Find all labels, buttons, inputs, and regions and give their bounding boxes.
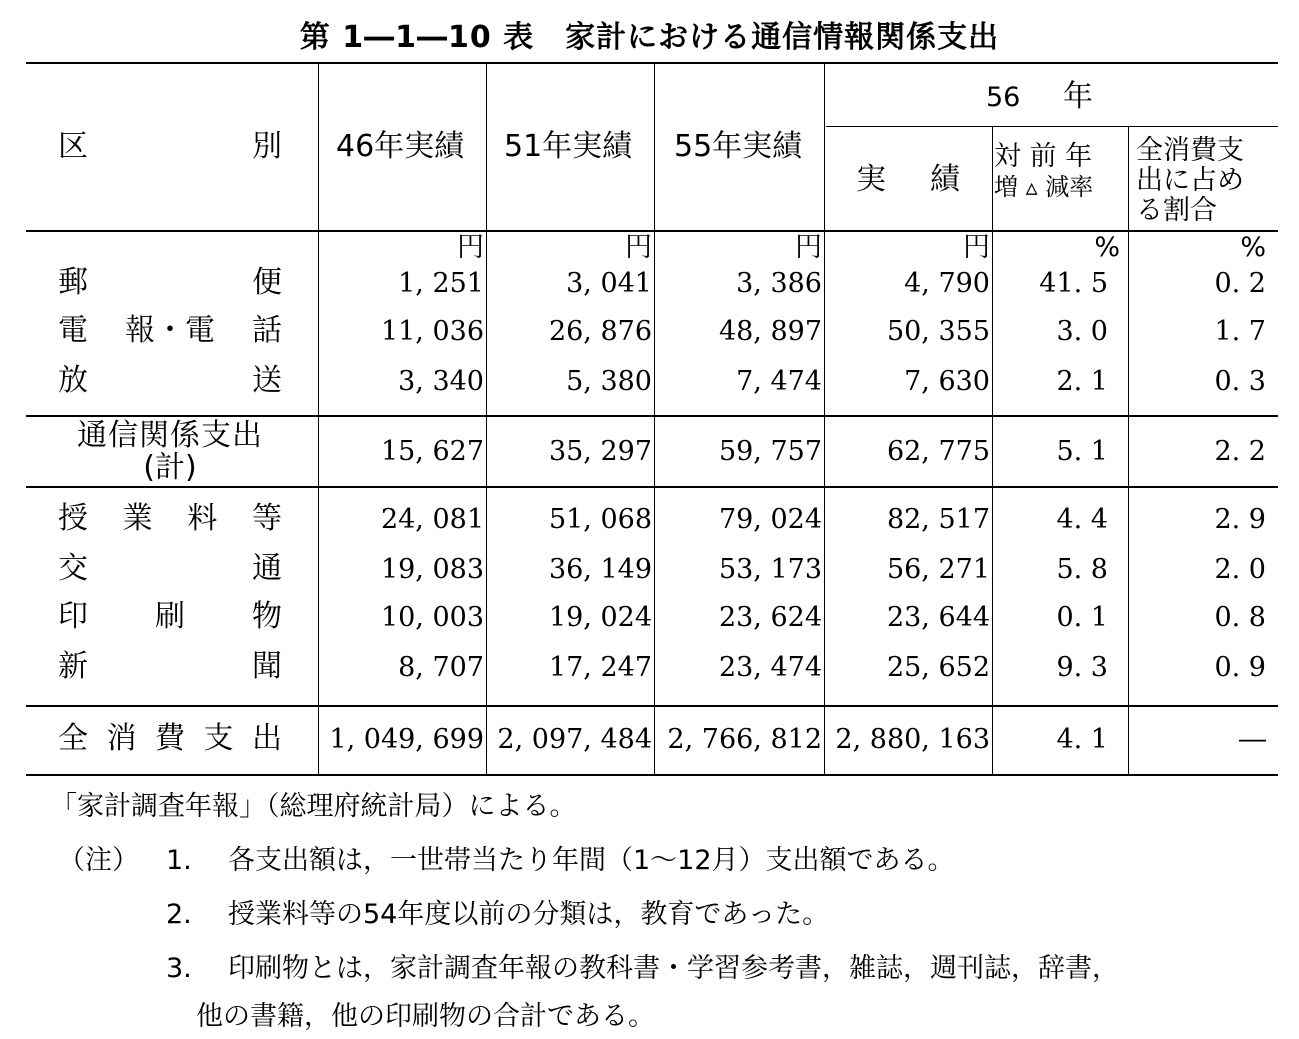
cell-v46: 1, 049, 699 [329,724,484,755]
note-text-3: 印刷物とは，家計調査年報の教科書・学習参考書，雑誌，週刊誌，辞書， [228,953,1119,984]
cell-v51: 3, 041 [566,268,652,299]
header-56-year: 56 [986,82,1021,113]
cell-v56: 82, 517 [886,504,990,535]
cell-v56: 4, 790 [904,268,990,299]
row-label-transport [58,551,282,586]
row-label-comm-subtotal [58,420,282,484]
note-label: （注） [58,845,139,876]
cell-share: 0. 2 [1214,268,1266,299]
row-label-part: 便 [252,265,282,300]
row-label-part: 授 [58,501,88,536]
note-num-1: 1. [166,845,192,876]
row-label-part: 消 [106,721,137,756]
cell-yoy: 2. 1 [1056,366,1108,397]
cell-v55: 23, 624 [718,602,822,633]
note-continuation: 他の書籍，他の印刷物の合計である。 [196,1001,655,1032]
row-label-broadcast [58,363,282,398]
cell-v55: 53, 173 [718,554,822,585]
cell-v51: 51, 068 [548,504,652,535]
unit-yoy: % [1094,232,1120,263]
row-label-tuition [58,501,282,536]
cell-v46: 8, 707 [398,652,484,683]
row-label-part: 聞 [252,649,282,684]
statistics-table [26,62,1278,776]
cell-yoy: 41. 5 [1039,268,1108,299]
cell-v55: 59, 757 [718,436,822,467]
cell-share: 0. 3 [1214,366,1266,397]
unit-56: 円 [963,232,990,263]
cell-share: 0. 8 [1214,602,1266,633]
row-label-telegraph-telephone [58,313,282,348]
cell-v46: 10, 003 [380,602,484,633]
row-label-part: 刷 [155,599,185,634]
cell-v46: 1, 251 [398,268,484,299]
row-label-part: 全 [58,721,88,756]
cell-share: ― [1239,724,1266,755]
rule-total-top [26,705,1278,707]
header-share-line: 出に占め [1136,165,1244,196]
row-label-newspaper [58,649,282,684]
header-actual-part: 実 [856,162,886,197]
rule-bottom [26,774,1278,776]
header-share-line: 全消費支 [1136,135,1244,166]
cell-v55: 23, 474 [718,652,822,683]
cell-v55: 2, 766, 812 [667,724,822,755]
cell-v46: 3, 340 [398,366,484,397]
cell-share: 0. 9 [1214,652,1266,683]
cell-v51: 19, 024 [548,602,652,633]
header-share-line: る割合 [1136,195,1217,226]
row-label-postal [58,265,282,300]
cell-v51: 5, 380 [566,366,652,397]
row-label-part: 交 [58,551,88,586]
header-yoy-line: 対 前 年 [994,141,1093,172]
cell-yoy: 3. 0 [1056,316,1108,347]
header-56-group [986,79,1093,114]
cell-v46: 15, 627 [380,436,484,467]
unit-share: % [1240,232,1266,263]
header-category-part: 区 [58,129,88,164]
unit-55: 円 [795,232,822,263]
row-label-part: 放 [58,363,88,398]
cell-v55: 79, 024 [718,504,822,535]
rule-56-group [826,126,1278,127]
cell-v51: 2, 097, 484 [497,724,652,755]
note-num-3: 3. [166,953,192,984]
cell-v56: 62, 775 [886,436,990,467]
row-label-part: 通信関係支出 [77,418,263,453]
row-label-part: 電 [58,313,88,348]
table-title: 第 1―1―10 表 家計における通信情報関係支出 [299,20,1000,55]
rule-header-bottom [26,230,1278,232]
unit-51: 円 [625,232,652,263]
row-label-part: 通 [252,551,282,586]
rule-top [26,62,1278,64]
cell-v56: 2, 880, 163 [835,724,990,755]
cell-yoy: 4. 1 [1056,724,1108,755]
row-label-part: 新 [58,649,88,684]
header-share [1136,136,1276,226]
header-actual-56 [856,162,960,197]
row-label-part: (計) [143,450,197,485]
cell-share: 2. 0 [1214,554,1266,585]
row-label-part: 支 [203,721,234,756]
header-category [58,129,282,164]
source-note: 「家計調査年報」（総理府統計局）による。 [50,791,577,822]
rule-subtotal-top [26,415,1278,417]
cell-yoy: 9. 3 [1056,652,1108,683]
row-label-part: 話 [252,313,282,348]
row-label-part: 等 [251,501,282,536]
cell-v56: 56, 271 [886,554,990,585]
rule-subtotal-bottom [26,486,1278,488]
cell-v51: 26, 876 [548,316,652,347]
row-label-part: 出 [252,721,282,756]
note-text-2: 授業料等の54年度以前の分類は，教育であった。 [228,899,830,930]
cell-v56: 23, 644 [886,602,990,633]
row-label-part: 郵 [58,265,88,300]
row-label-total-consumption [58,721,282,756]
cell-yoy: 4. 4 [1056,504,1108,535]
header-51: 51年実績 [504,129,633,164]
cell-share: 2. 9 [1214,504,1266,535]
cell-v46: 11, 036 [380,316,484,347]
row-label-part: 費 [155,721,185,756]
cell-v56: 25, 652 [886,652,990,683]
header-yoy [994,142,1126,202]
cell-yoy: 0. 1 [1056,602,1108,633]
row-label-part: 料 [187,501,218,536]
header-46: 46年実績 [336,129,465,164]
cell-v46: 24, 081 [380,504,484,535]
cell-v56: 50, 355 [886,316,990,347]
note-num-2: 2. [166,899,192,930]
header-actual-part: 績 [930,162,960,197]
row-label-part: 業 [122,501,153,536]
cell-yoy: 5. 8 [1056,554,1108,585]
cell-v55: 3, 386 [736,268,822,299]
header-56-label: 年 [1062,79,1093,114]
cell-share: 2. 2 [1214,436,1266,467]
cell-v56: 7, 630 [904,366,990,397]
cell-v55: 7, 474 [736,366,822,397]
cell-v51: 35, 297 [548,436,652,467]
header-category-part: 別 [252,129,282,164]
cell-v51: 17, 247 [548,652,652,683]
unit-46: 円 [457,232,484,263]
cell-share: 1. 7 [1214,316,1266,347]
cell-yoy: 5. 1 [1056,436,1108,467]
header-55: 55年実績 [674,129,803,164]
note-text-1: 各支出額は，一世帯当たり年間（1～12月）支出額である。 [228,845,955,876]
cell-v51: 36, 149 [548,554,652,585]
row-label-printed-matter [58,599,282,634]
cell-v46: 19, 083 [380,554,484,585]
cell-v55: 48, 897 [718,316,822,347]
row-label-part: 報・電 [125,313,215,348]
row-label-part: 物 [252,599,282,634]
header-yoy-line: 増 ▵ 減率 [994,173,1094,201]
row-label-part: 印 [58,599,88,634]
row-label-part: 送 [252,363,282,398]
